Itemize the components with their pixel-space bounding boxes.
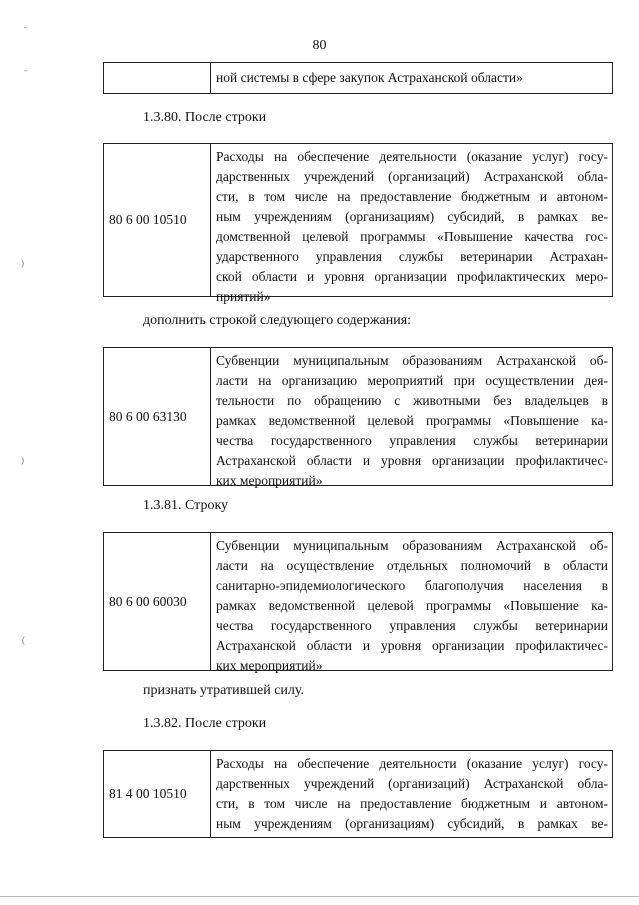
scan-mark: (	[22, 635, 25, 645]
description-line: ких мероприятий»	[216, 473, 323, 488]
description-line: чества государственного управления службы ветеринарии	[216, 433, 608, 448]
description-line: рамках ведомственной целевой программы «Повышение ка-	[216, 413, 608, 428]
scan-mark: )	[21, 258, 24, 268]
budget-code-cell: 81 4 00 10510	[104, 751, 211, 837]
description-line: ласти на осуществление отдельных полномочий в области	[216, 558, 608, 573]
description-line: Субвенции муниципальным образованиям Астраханской об-	[216, 353, 608, 368]
description-line: ласти на организацию мероприятий при осуществлении дея-	[216, 373, 608, 388]
description-line: дарственных учреждений (организаций) Астраханской обла-	[216, 169, 608, 184]
description-line: ких мероприятий»	[216, 658, 323, 673]
table-row	[103, 143, 613, 304]
description-cell	[211, 751, 612, 837]
paragraph-1-3-81: 1.3.81. Строку	[143, 498, 229, 513]
description-line: Астраханской области и уровня организации профилактичес-	[216, 638, 608, 653]
description-line: Расходы на обеспечение деятельности (оказание услуг) госу-	[216, 149, 608, 164]
description-line: Расходы на обеспечение деятельности (оказание услуг) госу-	[216, 756, 608, 771]
description-line: ударственного управления службы ветеринарии Астрахан-	[216, 249, 608, 264]
budget-code-cell	[104, 63, 211, 93]
description-line: домственной целевой программы «Повышение качества гос-	[216, 229, 608, 244]
scan-mark: -	[24, 22, 27, 32]
scan-mark: )	[21, 455, 24, 465]
budget-code-cell: 80 6 00 10510	[104, 144, 211, 296]
table-row	[103, 347, 613, 486]
paragraph-append-instruction: дополнить строкой следующего содержания:	[143, 313, 412, 328]
page-bottom-edge	[0, 896, 639, 897]
description-cell	[211, 144, 612, 304]
description-cell	[211, 533, 612, 673]
paragraph-repeal-instruction: признать утратившей силу.	[143, 683, 304, 698]
description-line: тельности по обращению с животными без владельцев в	[216, 393, 608, 408]
paragraph-1-3-80: 1.3.80. После строки	[143, 110, 267, 125]
table-row	[103, 62, 613, 94]
table-row	[103, 532, 613, 671]
description-line: ным учреждениям (организациям) субсидий, в рамках ве-	[216, 209, 608, 224]
description-line: Астраханской области и уровня организации профилактичес-	[216, 453, 608, 468]
description-cell	[211, 63, 612, 93]
description-line: дарственных учреждений (организаций) Астраханской обла-	[216, 776, 608, 791]
description-line: ной системы в сфере закупок Астраханской области»	[216, 70, 523, 85]
table-row	[103, 750, 613, 838]
page-number: 80	[312, 38, 327, 53]
description-line: ным учреждениям (организациям) субсидий, в рамках ве-	[216, 816, 608, 831]
paragraph-1-3-82: 1.3.82. После строки	[143, 716, 267, 731]
description-line: сти, в том числе на предоставление бюджетным и автоном-	[216, 796, 608, 811]
description-line: рамках ведомственной целевой программы «Повышение ка-	[216, 598, 608, 613]
budget-code-cell: 80 6 00 63130	[104, 348, 211, 485]
description-line: сти, в том числе на предоставление бюджетным и автоном-	[216, 189, 608, 204]
description-line: Субвенции муниципальным образованиям Астраханской об-	[216, 538, 608, 553]
budget-code-cell: 80 6 00 60030	[104, 533, 211, 670]
scan-mark: -	[24, 65, 27, 75]
description-cell	[211, 348, 612, 488]
description-line: ской области и уровня организации профилактических меро-	[216, 269, 608, 284]
description-line: санитарно-эпидемиологического благополучия населения в	[216, 578, 608, 593]
description-line: чества государственного управления службы ветеринарии	[216, 618, 608, 633]
description-line: приятий»	[216, 289, 271, 304]
